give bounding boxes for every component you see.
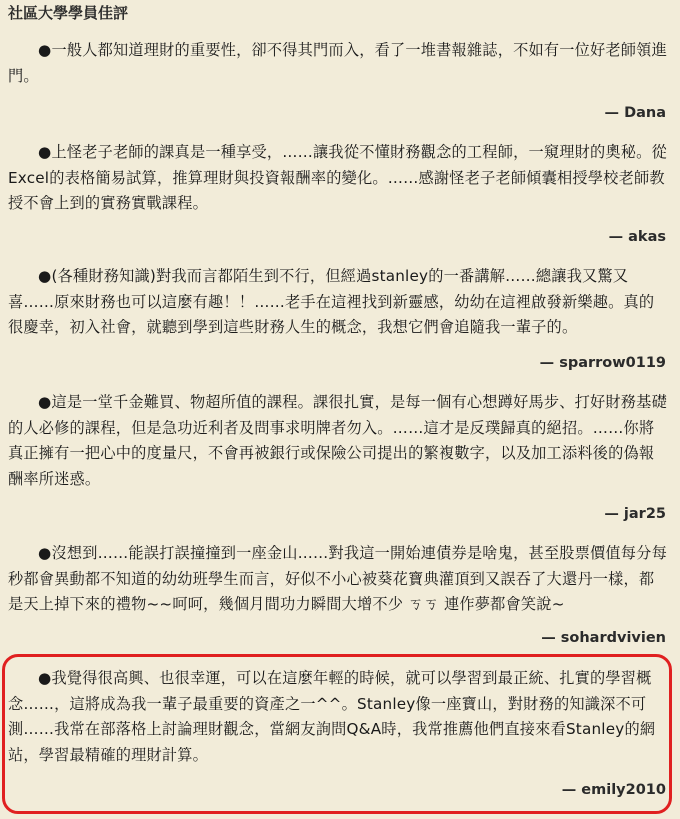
review-author: — akas bbox=[608, 229, 666, 245]
review-author: — jar25 bbox=[604, 506, 666, 522]
review-item bbox=[6, 264, 668, 341]
review-item bbox=[6, 541, 668, 618]
review-item bbox=[6, 390, 668, 492]
review-author: — sparrow0119 bbox=[539, 355, 666, 371]
review-author: — sohardvivien bbox=[541, 630, 666, 646]
page-title: 社區大學學員佳評 bbox=[8, 4, 129, 22]
review-item bbox=[6, 666, 668, 768]
review-text: ●一般人都知道理財的重要性，卻不得其門而入，看了一堆書報雜誌，不如有一位好老師領進門。 bbox=[8, 41, 667, 85]
review-text: ●我覺得很高興、也很幸運，可以在這麼年輕的時候，就可以學習到最正統、扎實的學習概念……，這將成為我一輩子最重要的資產之一^^。Stanley像一座寶山，對財務的知識深不可測……我常在部落格上討論理財觀念，當網友詢問Q&A時，我常推薦他們直接來看Stanley的網站，學習最精確的理財計算。 bbox=[8, 669, 656, 764]
review-item bbox=[6, 38, 668, 89]
review-text: ●這是一堂千金難買、物超所值的課程。課很扎實，是每一個有心想蹲好馬步、打好財務基礎的人必修的課程，但是急功近利者及問事求明牌者勿入。……這才是反璞歸真的絕招。……你將真正擁有一把心中的度量尺，不會再被銀行或保險公司提出的繁複數字，以及加工添料後的偽報酬率所迷惑。 bbox=[8, 393, 667, 488]
review-text: ●沒想到……能誤打誤撞撞到一座金山……對我這一開始連債券是啥鬼，甚至股票價值每分每秒都會異動都不知道的幼幼班學生而言，好似不小心被葵花寶典灌頂到又誤吞了大還丹一樣，都是天上掉下來的禮物~~呵呵，幾個月間功力瞬間大增不少 ㄎㄎ 連作夢都會笑說~ bbox=[8, 544, 667, 614]
review-item bbox=[6, 140, 668, 217]
review-text: ●(各種財務知識)對我而言都陌生到不行，但經過stanley的一番講解……總讓我又驚又喜……原來財務也可以這麼有趣！！……老手在這裡找到新靈感，幼幼在這裡啟發新樂趣。真的很慶幸，初入社會，就聽到學到這些財務人生的概念，我想它們會追隨我一輩子的。 bbox=[8, 267, 655, 337]
review-author: — Dana bbox=[604, 105, 666, 121]
review-author: — emily2010 bbox=[561, 782, 666, 798]
review-text: ●上怪老子老師的課真是一種享受，……讓我從不懂財務觀念的工程師，一窺理財的奧秘。從Excel的表格簡易試算，推算理財與投資報酬率的變化。……感謝怪老子老師傾囊相授學校老師教授不會上到的實務實戰課程。 bbox=[8, 143, 667, 213]
